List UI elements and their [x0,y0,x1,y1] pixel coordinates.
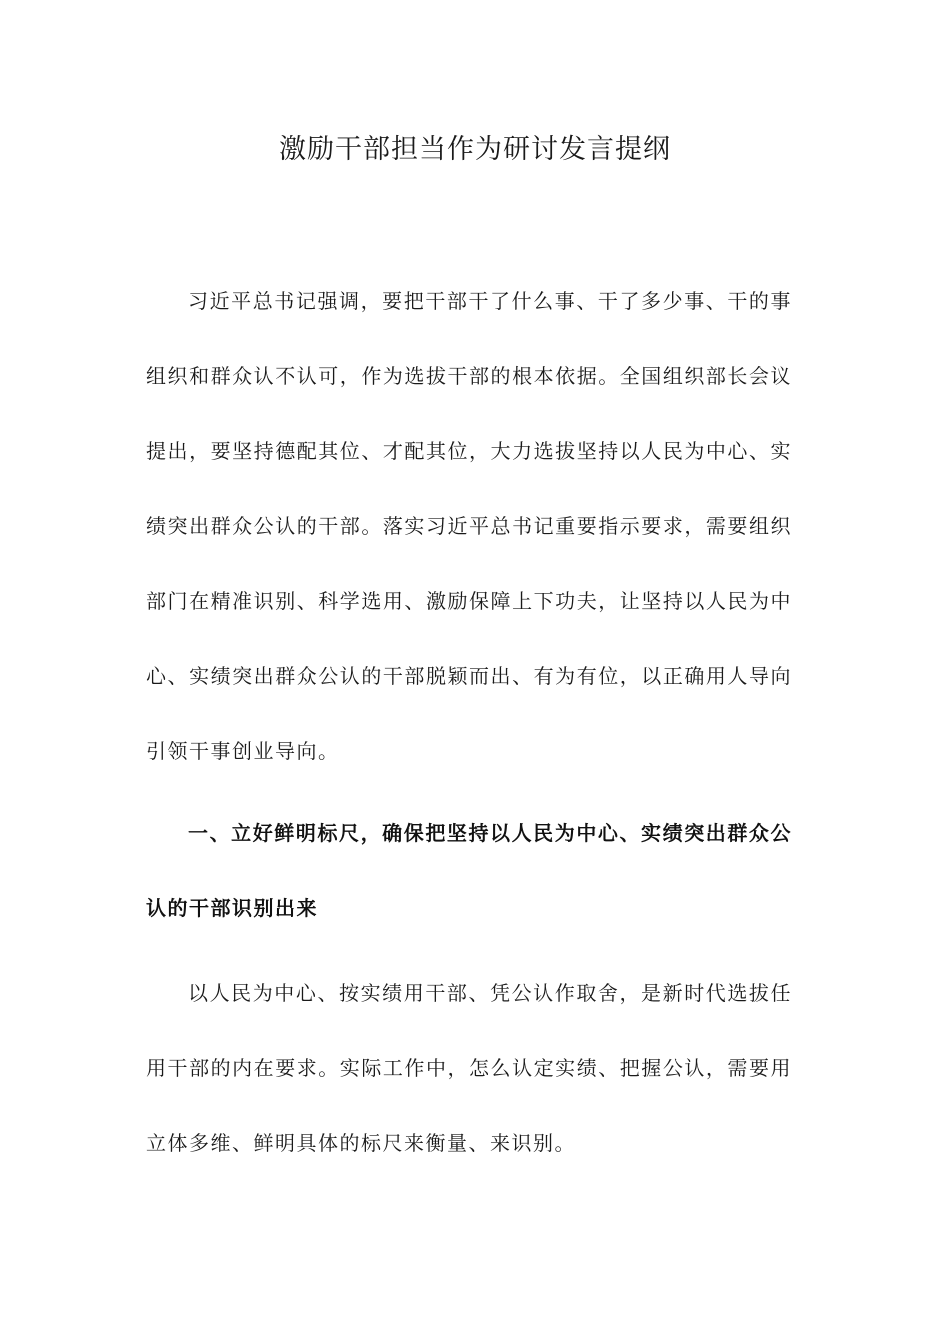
body-paragraph: 习近平总书记强调，要把干部干了什么事、干了多少事、干的事组织和群众认不认可，作为选拔干部的根本依据。全国组织部长会议提出，要坚持德配其位、才配其位，大力选拔坚持以人民为中心、实绩突出群众公认的干部。落实习近平总书记重要指示要求，需要组织部门在精准识别、科学选用、激励保障上下功夫，让坚持以人民为中心、实绩突出群众公认的干部脱颖而出、有为有位，以正确用人导向引领干事创业导向。 [146,289,792,763]
intro-paragraph-block [146,264,792,789]
section-heading: 一、立好鲜明标尺，确保把坚持以人民为中心、实绩突出群众公认的干部识别出来 [146,821,792,920]
section-paragraph-block [146,956,792,1181]
document-title: 激励干部担当作为研讨发言提纲 [279,134,671,165]
section-paragraph: 以人民为中心、按实绩用干部、凭公认作取舍，是新时代选拔任用干部的内在要求。实际工作中，怎么认定实绩、把握公认，需要用立体多维、鲜明具体的标尺来衡量、来识别。 [146,981,792,1155]
